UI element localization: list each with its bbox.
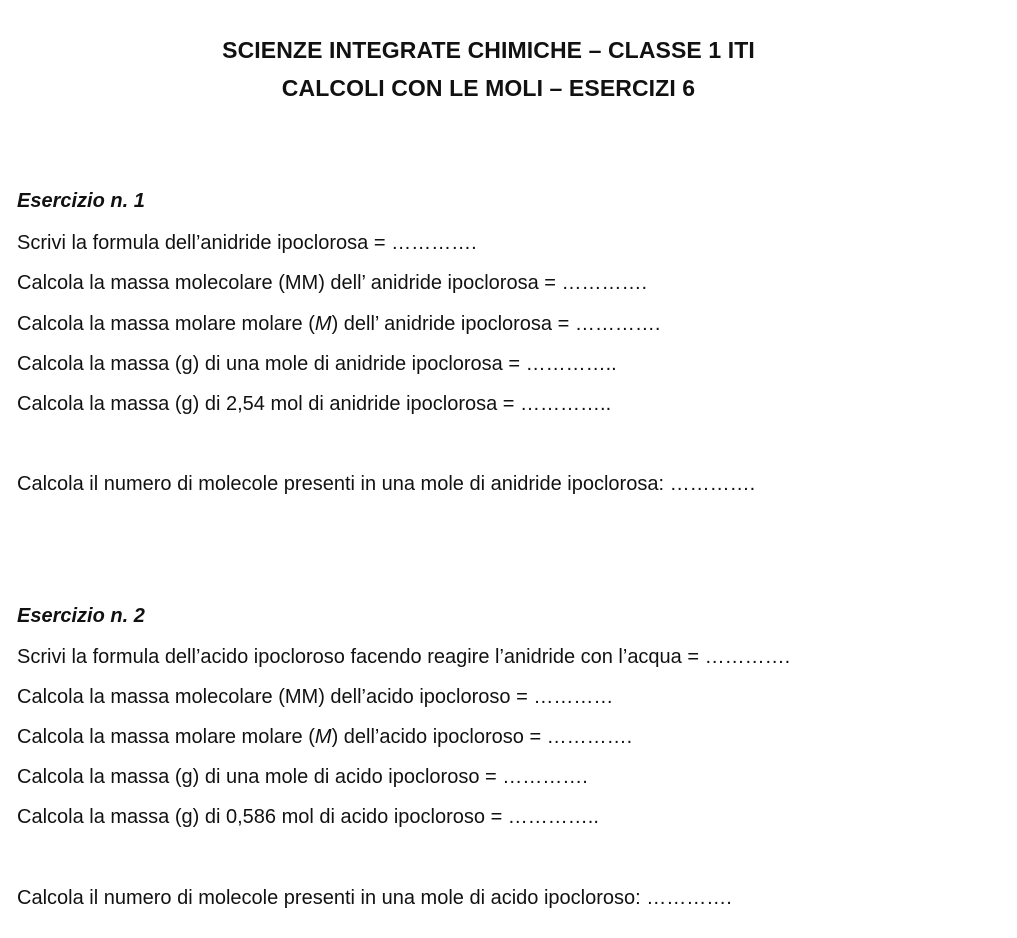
molar-line-prefix: Calcola la massa molare molare ( [17,313,315,335]
exercise-1-question-molecules: Calcola il numero di molecole presenti in una mole di anidride ipoclorosa: …………. [17,473,756,495]
molar-line-suffix: ) dell’acido ipocloroso = …………. [331,726,633,748]
exercise-2-question-molecular-mass: Calcola la massa molecolare (MM) dell’acido ipocloroso = ………… [17,686,614,708]
molar-line-prefix: Calcola la massa molare molare ( [17,726,315,748]
molar-symbol: M [314,726,332,748]
exercise-1-question-molar-mass [17,313,660,336]
document-title: SCIENZE INTEGRATE CHIMICHE – CLASSE 1 ITI [222,37,755,63]
exercise-1-heading: Esercizio n. 1 [17,190,145,212]
exercise-2-heading: Esercizio n. 2 [17,605,145,627]
document-subtitle: CALCOLI CON LE MOLI – ESERCIZI 6 [281,75,696,101]
exercise-1-question-mass-moles: Calcola la massa (g) di 2,54 mol di anidride ipoclorosa = ………….. [17,393,612,415]
exercise-1-question-formula: Scrivi la formula dell’anidride ipoclorosa = …………. [17,232,477,254]
exercise-2-question-molar-mass [17,726,632,749]
exercise-2-question-molecules: Calcola il numero di molecole presenti in una mole di acido ipocloroso: …………. [17,887,732,909]
exercise-2-question-mass-moles: Calcola la massa (g) di 0,586 mol di acido ipocloroso = ………….. [17,806,599,828]
molar-line-suffix: ) dell’ anidride ipoclorosa = …………. [331,313,661,335]
exercise-1-question-mass-one-mole: Calcola la massa (g) di una mole di anidride ipoclorosa = ………….. [17,353,617,375]
exercise-2-question-formula: Scrivi la formula dell’acido ipocloroso facendo reagire l’anidride con l’acqua = …………. [17,646,791,668]
exercise-2-question-mass-one-mole: Calcola la massa (g) di una mole di acido ipocloroso = …………. [17,766,588,788]
exercise-1-question-molecular-mass: Calcola la massa molecolare (MM) dell’ anidride ipoclorosa = …………. [17,272,648,294]
molar-symbol: M [314,313,332,335]
